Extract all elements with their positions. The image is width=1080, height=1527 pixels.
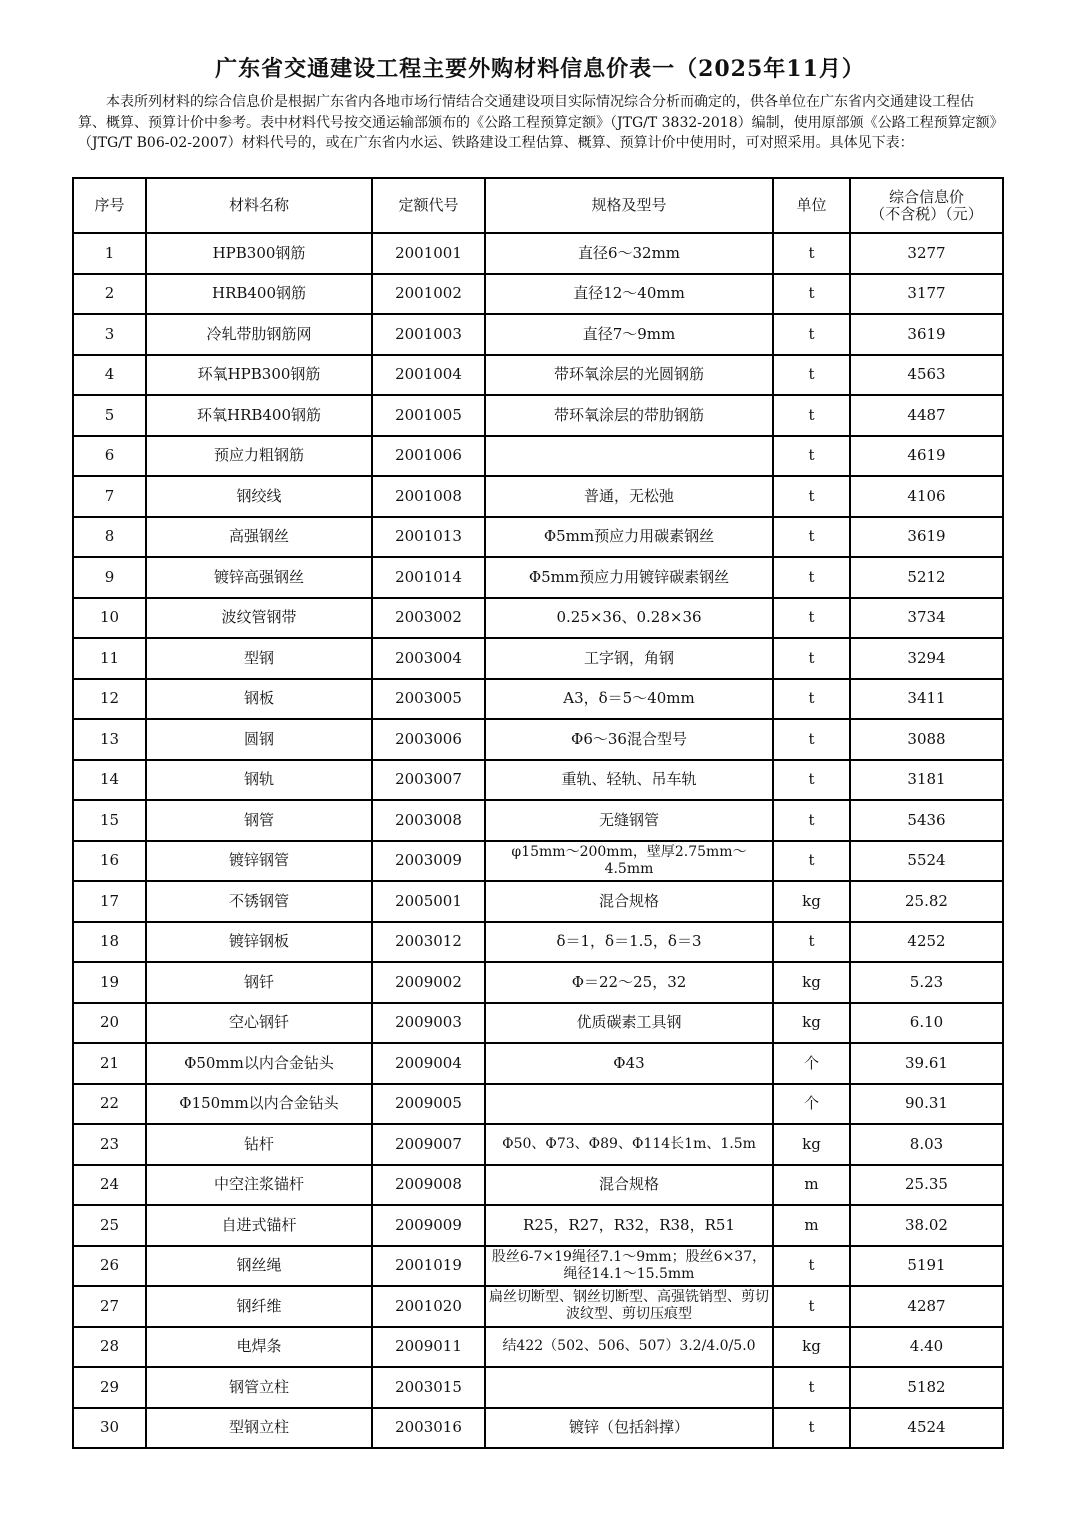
cell-code: 2009005: [372, 1084, 485, 1125]
table-row: [73, 476, 1003, 517]
table-row: [73, 274, 1003, 315]
cell-name: 镀锌钢板: [146, 922, 372, 963]
cell-spec: 结422（502、506、507）3.2/4.0/5.0: [485, 1327, 773, 1368]
cell-spec: Φ5mm预应力用碳素钢丝: [485, 517, 773, 558]
cell-name: 钢丝绳: [146, 1246, 372, 1287]
cell-price: 90.31: [850, 1084, 1003, 1125]
cell-no: 20: [73, 1003, 146, 1044]
table-row: [73, 436, 1003, 477]
cell-code: 2001004: [372, 355, 485, 396]
cell-code: 2003012: [372, 922, 485, 963]
cell-no: 13: [73, 719, 146, 760]
header-no: 序号: [73, 178, 146, 233]
cell-code: 2001019: [372, 1246, 485, 1287]
cell-code: 2003006: [372, 719, 485, 760]
cell-code: 2003005: [372, 679, 485, 720]
cell-price: 4619: [850, 436, 1003, 477]
cell-name: 型钢: [146, 638, 372, 679]
cell-no: 16: [73, 841, 146, 882]
cell-spec: 0.25×36、0.28×36: [485, 598, 773, 639]
cell-price: 4106: [850, 476, 1003, 517]
cell-code: 2003016: [372, 1408, 485, 1449]
cell-unit: t: [773, 638, 850, 679]
table-row: [73, 962, 1003, 1003]
cell-no: 30: [73, 1408, 146, 1449]
cell-name: 钢轨: [146, 760, 372, 801]
cell-name: 钢管立柱: [146, 1367, 372, 1408]
cell-name: 钢纤维: [146, 1286, 372, 1327]
cell-code: 2003008: [372, 800, 485, 841]
cell-name: HRB400钢筋: [146, 274, 372, 315]
cell-no: 22: [73, 1084, 146, 1125]
cell-code: 2001008: [372, 476, 485, 517]
cell-no: 4: [73, 355, 146, 396]
cell-spec: [485, 436, 773, 477]
cell-unit: t: [773, 233, 850, 274]
cell-unit: t: [773, 1367, 850, 1408]
cell-spec: 混合规格: [485, 1165, 773, 1206]
cell-unit: kg: [773, 1003, 850, 1044]
table-row: [73, 1367, 1003, 1408]
table-row: [73, 395, 1003, 436]
cell-name: 环氧HRB400钢筋: [146, 395, 372, 436]
cell-name: 自进式锚杆: [146, 1205, 372, 1246]
intro-text: 本表所列材料的综合信息价是根据广东省内各地市场行情结合交通建设项目实际情况综合分析而确定的，供各单位在广东省内交通建设工程估算、概算、预算计价中参考。表中材料代号按交通运输部颁布的《公路工程预算定额》（JTG/T 3832-2018）编制，使用原部颁《公路工程预算定额》（JTG/T B06-02-2007）材料代号的，或在广东省内水运、铁路建设工程估算、概算、预算计价中使用时，可对照采用。具体见下表：: [78, 94, 997, 151]
cell-price: 39.61: [850, 1043, 1003, 1084]
cell-unit: kg: [773, 1124, 850, 1165]
cell-unit: t: [773, 314, 850, 355]
cell-spec: 镀锌（包括斜撑）: [485, 1408, 773, 1449]
cell-unit: kg: [773, 962, 850, 1003]
header-name: 材料名称: [146, 178, 372, 233]
cell-no: 1: [73, 233, 146, 274]
cell-name: 波纹管钢带: [146, 598, 372, 639]
cell-name: 钢绞线: [146, 476, 372, 517]
cell-price: 4487: [850, 395, 1003, 436]
cell-spec: [485, 1367, 773, 1408]
cell-unit: t: [773, 517, 850, 558]
cell-unit: m: [773, 1205, 850, 1246]
cell-spec: 普通，无松弛: [485, 476, 773, 517]
cell-code: 2001005: [372, 395, 485, 436]
cell-no: 27: [73, 1286, 146, 1327]
cell-price: 4524: [850, 1408, 1003, 1449]
cell-code: 2003007: [372, 760, 485, 801]
table-row: [73, 1165, 1003, 1206]
cell-no: 15: [73, 800, 146, 841]
price-table: [72, 177, 1004, 1449]
page-title: 广东省交通建设工程主要外购材料信息价表一（2025年11月）: [215, 56, 865, 82]
table-row: [73, 1043, 1003, 1084]
cell-spec: 工字钢，角钢: [485, 638, 773, 679]
cell-price: 5212: [850, 557, 1003, 598]
cell-unit: t: [773, 557, 850, 598]
cell-price: 3277: [850, 233, 1003, 274]
cell-spec: 股丝6-7×19绳径7.1～9mm；股丝6×37，绳径14.1～15.5mm: [485, 1246, 773, 1287]
cell-spec: Φ6～36混合型号: [485, 719, 773, 760]
cell-name: 冷轧带肋钢筋网: [146, 314, 372, 355]
table-row: [73, 598, 1003, 639]
cell-name: 钻杆: [146, 1124, 372, 1165]
cell-code: 2009002: [372, 962, 485, 1003]
cell-name: 高强钢丝: [146, 517, 372, 558]
cell-name: HPB300钢筋: [146, 233, 372, 274]
cell-no: 8: [73, 517, 146, 558]
cell-code: 2003009: [372, 841, 485, 882]
cell-unit: t: [773, 274, 850, 315]
cell-code: 2009007: [372, 1124, 485, 1165]
cell-code: 2005001: [372, 881, 485, 922]
cell-spec: Φ43: [485, 1043, 773, 1084]
cell-no: 6: [73, 436, 146, 477]
cell-code: 2001014: [372, 557, 485, 598]
table-row: [73, 557, 1003, 598]
cell-name: 电焊条: [146, 1327, 372, 1368]
cell-spec: δ＝1，δ＝1.5，δ＝3: [485, 922, 773, 963]
cell-unit: t: [773, 679, 850, 720]
cell-unit: t: [773, 1246, 850, 1287]
cell-name: 钢板: [146, 679, 372, 720]
cell-unit: t: [773, 922, 850, 963]
cell-code: 2009008: [372, 1165, 485, 1206]
cell-spec: 重轨、轻轨、吊车轨: [485, 760, 773, 801]
cell-spec: R25，R27，R32，R38，R51: [485, 1205, 773, 1246]
cell-unit: t: [773, 1408, 850, 1449]
cell-no: 17: [73, 881, 146, 922]
cell-price: 5524: [850, 841, 1003, 882]
cell-spec: 直径7～9mm: [485, 314, 773, 355]
cell-no: 29: [73, 1367, 146, 1408]
header-spec: 规格及型号: [485, 178, 773, 233]
cell-price: 3088: [850, 719, 1003, 760]
cell-price: 3619: [850, 314, 1003, 355]
cell-unit: t: [773, 841, 850, 882]
cell-price: 4563: [850, 355, 1003, 396]
cell-name: 镀锌钢管: [146, 841, 372, 882]
cell-unit: t: [773, 476, 850, 517]
cell-code: 2001020: [372, 1286, 485, 1327]
cell-name: 空心钢钎: [146, 1003, 372, 1044]
cell-no: 11: [73, 638, 146, 679]
cell-unit: 个: [773, 1043, 850, 1084]
cell-price: 3177: [850, 274, 1003, 315]
table-row: [73, 638, 1003, 679]
cell-unit: kg: [773, 881, 850, 922]
table-row: [73, 355, 1003, 396]
cell-code: 2009011: [372, 1327, 485, 1368]
cell-spec: 直径12～40mm: [485, 274, 773, 315]
cell-spec: 带环氧涂层的光圆钢筋: [485, 355, 773, 396]
cell-code: 2009009: [372, 1205, 485, 1246]
table-row: [73, 881, 1003, 922]
cell-code: 2003004: [372, 638, 485, 679]
cell-spec: Φ5mm预应力用镀锌碳素钢丝: [485, 557, 773, 598]
table-row: [73, 922, 1003, 963]
header-price: [850, 178, 1003, 233]
cell-no: 18: [73, 922, 146, 963]
cell-name: 钢钎: [146, 962, 372, 1003]
cell-name: 预应力粗钢筋: [146, 436, 372, 477]
table-row: [73, 1084, 1003, 1125]
cell-no: 3: [73, 314, 146, 355]
cell-spec: 直径6～32mm: [485, 233, 773, 274]
cell-name: 钢管: [146, 800, 372, 841]
cell-name: 环氧HPB300钢筋: [146, 355, 372, 396]
table-row: [73, 1327, 1003, 1368]
cell-price: 3294: [850, 638, 1003, 679]
cell-unit: t: [773, 1286, 850, 1327]
cell-unit: t: [773, 719, 850, 760]
cell-code: 2001013: [372, 517, 485, 558]
table-row: [73, 800, 1003, 841]
cell-no: 12: [73, 679, 146, 720]
cell-spec: Φ50、Φ73、Φ89、Φ114长1m、1.5m: [485, 1124, 773, 1165]
cell-spec: 优质碳素工具钢: [485, 1003, 773, 1044]
header-code: 定额代号: [372, 178, 485, 233]
cell-name: Φ150mm以内合金钻头: [146, 1084, 372, 1125]
cell-price: 5.23: [850, 962, 1003, 1003]
cell-unit: 个: [773, 1084, 850, 1125]
cell-name: 中空注浆锚杆: [146, 1165, 372, 1206]
cell-price: 38.02: [850, 1205, 1003, 1246]
table-row: [73, 233, 1003, 274]
cell-spec: Φ＝22～25，32: [485, 962, 773, 1003]
cell-name: 型钢立柱: [146, 1408, 372, 1449]
cell-price: 3411: [850, 679, 1003, 720]
cell-spec: 混合规格: [485, 881, 773, 922]
table-row: [73, 517, 1003, 558]
cell-unit: t: [773, 436, 850, 477]
cell-name: 不锈钢管: [146, 881, 372, 922]
table-row: [73, 1408, 1003, 1449]
cell-unit: t: [773, 598, 850, 639]
cell-no: 26: [73, 1246, 146, 1287]
cell-price: 25.35: [850, 1165, 1003, 1206]
cell-spec: 带环氧涂层的带肋钢筋: [485, 395, 773, 436]
cell-unit: m: [773, 1165, 850, 1206]
header-price-line2: （不含税）（元）: [870, 204, 983, 223]
table-row: [73, 1205, 1003, 1246]
cell-no: 24: [73, 1165, 146, 1206]
cell-no: 19: [73, 962, 146, 1003]
cell-price: 4.40: [850, 1327, 1003, 1368]
cell-no: 9: [73, 557, 146, 598]
cell-price: 5436: [850, 800, 1003, 841]
header-price-line1: 综合信息价: [888, 187, 964, 206]
cell-no: 10: [73, 598, 146, 639]
cell-no: 28: [73, 1327, 146, 1368]
cell-price: 5182: [850, 1367, 1003, 1408]
cell-code: 2003015: [372, 1367, 485, 1408]
cell-spec: [485, 1084, 773, 1125]
intro-paragraph: [78, 92, 998, 154]
cell-code: 2001003: [372, 314, 485, 355]
table-header-row: [73, 178, 1003, 233]
table-row: [73, 1286, 1003, 1327]
cell-no: 5: [73, 395, 146, 436]
cell-price: 6.10: [850, 1003, 1003, 1044]
cell-name: 镀锌高强钢丝: [146, 557, 372, 598]
cell-code: 2001006: [372, 436, 485, 477]
cell-price: 3181: [850, 760, 1003, 801]
cell-price: 3619: [850, 517, 1003, 558]
cell-no: 7: [73, 476, 146, 517]
table-row: [73, 1003, 1003, 1044]
table-row: [73, 841, 1003, 882]
table-row: [73, 719, 1003, 760]
cell-name: 圆钢: [146, 719, 372, 760]
cell-spec: φ15mm～200mm，壁厚2.75mm～4.5mm: [485, 841, 773, 882]
table-row: [73, 1246, 1003, 1287]
cell-no: 14: [73, 760, 146, 801]
cell-price: 5191: [850, 1246, 1003, 1287]
cell-no: 21: [73, 1043, 146, 1084]
cell-spec: A3，δ＝5～40mm: [485, 679, 773, 720]
cell-price: 4287: [850, 1286, 1003, 1327]
cell-name: Φ50mm以内合金钻头: [146, 1043, 372, 1084]
cell-price: 3734: [850, 598, 1003, 639]
cell-unit: t: [773, 760, 850, 801]
cell-code: 2009003: [372, 1003, 485, 1044]
table-row: [73, 679, 1003, 720]
cell-no: 2: [73, 274, 146, 315]
table-row: [73, 1124, 1003, 1165]
cell-code: 2009004: [372, 1043, 485, 1084]
cell-unit: t: [773, 355, 850, 396]
cell-price: 25.82: [850, 881, 1003, 922]
cell-unit: t: [773, 395, 850, 436]
cell-spec: 无缝钢管: [485, 800, 773, 841]
header-unit: 单位: [773, 178, 850, 233]
cell-no: 23: [73, 1124, 146, 1165]
cell-unit: t: [773, 800, 850, 841]
cell-unit: kg: [773, 1327, 850, 1368]
cell-code: 2003002: [372, 598, 485, 639]
cell-spec: 扁丝切断型、钢丝切断型、高强铣销型、剪切波纹型、剪切压痕型: [485, 1286, 773, 1327]
cell-price: 8.03: [850, 1124, 1003, 1165]
cell-no: 25: [73, 1205, 146, 1246]
cell-code: 2001001: [372, 233, 485, 274]
table-row: [73, 760, 1003, 801]
cell-price: 4252: [850, 922, 1003, 963]
cell-code: 2001002: [372, 274, 485, 315]
table-row: [73, 314, 1003, 355]
